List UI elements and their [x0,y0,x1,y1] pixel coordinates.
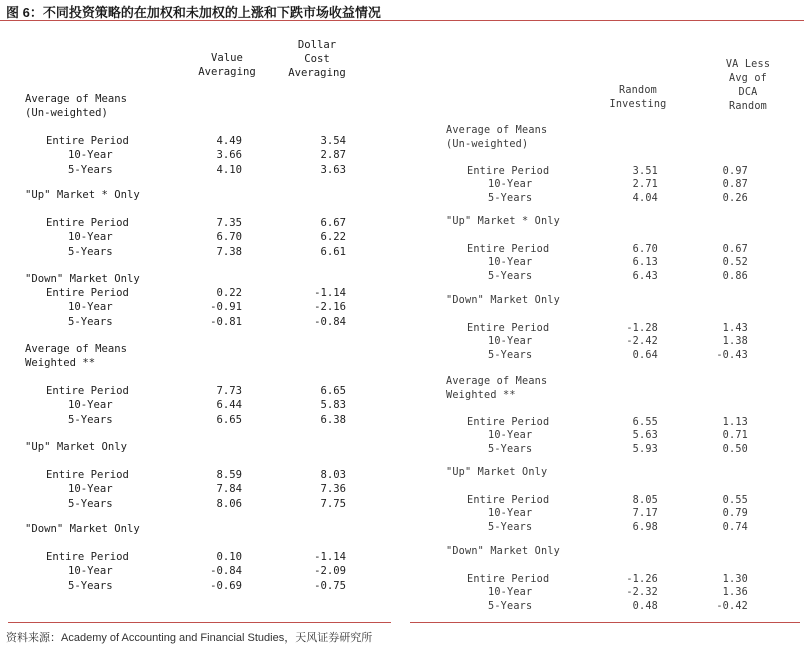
section-label: Average of Means Weighted ** [25,343,128,369]
column-header-1: Random Investing [609,85,667,110]
row-label: 10-Year [68,565,113,578]
value-cell-2: 6.61 [320,245,346,258]
value-cell-1: -2.42 [626,336,658,348]
value-cell-2: -0.43 [716,349,748,361]
value-cell-2: 0.87 [722,179,748,191]
row-label: 5-Years [488,270,533,282]
row-label: Entire Period [467,574,550,585]
row-label: Entire Period [46,217,129,229]
row-label: 10-Year [68,483,113,496]
value-cell-2: 7.36 [320,483,346,496]
row-label: 5-Years [488,349,533,361]
value-cell-2: 6.67 [320,217,346,229]
column-header-2: Dollar Cost Averaging [288,39,346,79]
row-label: 10-Year [68,149,113,162]
value-cell-1: 6.70 [632,244,658,255]
left-table-panel [0,22,395,620]
source-divider-left [8,622,391,623]
value-cell-1: -1.28 [626,323,658,334]
row-label: Entire Period [46,287,129,299]
value-cell-2: 0.86 [722,270,748,282]
row-label: Entire Period [46,135,129,147]
row-label: Entire Period [467,244,550,255]
row-label: 5-Years [68,579,113,592]
row-label: 10-Year [68,399,113,412]
row-label: Entire Period [467,323,550,334]
value-cell-2: 0.55 [722,495,748,506]
column-header-2: VA Less Avg of DCA Random [725,59,771,112]
column-header-1: Value Averaging [198,52,256,78]
value-cell-1: 5.93 [632,443,658,455]
section-label: "Up" Market * Only [446,216,561,227]
row-label: 10-Year [488,430,533,442]
value-cell-1: 0.10 [216,551,242,563]
section-label: "Up" Market * Only [25,189,140,201]
value-cell-1: -0.81 [210,315,242,328]
value-cell-1: 7.73 [216,385,242,397]
value-cell-2: -1.14 [314,287,346,299]
value-cell-2: -2.09 [314,565,346,578]
value-cell-2: 0.79 [722,508,748,520]
value-cell-1: -0.91 [210,301,242,314]
section-label: "Up" Market Only [446,467,548,478]
section-label: "Up" Market Only [25,441,128,453]
section-label: "Down" Market Only [446,546,561,557]
value-cell-1: -2.32 [626,587,658,599]
row-label: 5-Years [488,600,533,612]
value-cell-2: 6.65 [320,385,346,397]
source-divider-right [410,622,800,623]
value-cell-2: -0.75 [314,579,346,592]
value-cell-1: 7.35 [216,217,242,229]
value-cell-2: 6.38 [320,413,346,426]
value-cell-1: 8.05 [632,495,658,506]
value-cell-2: -0.84 [314,315,346,328]
value-cell-1: 0.64 [632,349,658,361]
row-label: 10-Year [68,231,113,244]
value-cell-2: 0.67 [722,244,748,255]
figure-title: 图 6：不同投资策略的在加权和未加权的上涨和下跌市场收益情况 [6,5,381,20]
value-cell-1: 6.98 [632,521,658,533]
value-cell-1: -0.84 [210,565,242,578]
value-cell-1: 0.22 [216,287,242,299]
value-cell-2: 0.52 [722,257,748,269]
value-cell-1: 6.43 [632,270,658,282]
right-table-panel [410,22,804,620]
row-label: 5-Years [68,315,113,328]
value-cell-1: 0.48 [632,600,658,612]
row-label: 5-Years [488,521,533,533]
row-label: 5-Years [488,192,533,204]
row-label: 10-Year [488,508,533,520]
section-label: "Down" Market Only [446,295,561,306]
value-cell-1: 6.13 [632,257,658,269]
value-cell-1: 4.49 [216,135,242,147]
row-label: 5-Years [68,163,113,176]
value-cell-1: 7.84 [216,483,242,496]
value-cell-1: 8.06 [216,497,242,510]
row-label: Entire Period [46,551,129,563]
value-cell-2: 2.87 [320,149,346,162]
row-label: 10-Year [488,179,533,191]
value-cell-2: 1.13 [722,417,748,428]
value-cell-2: 0.26 [722,192,748,204]
value-cell-1: 7.17 [632,508,658,520]
value-cell-1: 3.51 [632,166,658,177]
row-label: 5-Years [68,413,113,426]
value-cell-2: 7.75 [320,497,346,510]
value-cell-1: 8.59 [216,469,242,481]
value-cell-2: 6.22 [320,231,346,244]
value-cell-2: 0.97 [722,166,748,177]
section-label: Average of Means Weighted ** [446,376,548,401]
row-label: Entire Period [467,495,550,506]
value-cell-2: 3.63 [320,163,346,176]
value-cell-2: 0.71 [722,430,748,442]
row-label: 10-Year [488,257,533,269]
value-cell-1: 6.55 [632,417,658,428]
section-label: "Down" Market Only [25,273,140,285]
value-cell-2: -0.42 [716,600,748,612]
value-cell-1: 4.10 [216,163,242,176]
row-label: Entire Period [467,166,550,177]
section-label: Average of Means (Un-weighted) [446,125,548,150]
value-cell-1: 3.66 [216,149,242,162]
section-label: "Down" Market Only [25,523,140,535]
value-cell-2: 1.38 [722,336,748,348]
row-label: 5-Years [488,443,533,455]
value-cell-2: -2.16 [314,301,346,314]
value-cell-2: 5.83 [320,399,346,412]
row-label: 10-Year [488,587,533,599]
value-cell-2: 0.50 [722,443,748,455]
value-cell-2: 1.36 [722,587,748,599]
value-cell-1: -0.69 [210,579,242,592]
row-label: Entire Period [46,385,129,397]
row-label: Entire Period [467,417,550,428]
section-label: Average of Means (Un-weighted) [25,93,128,119]
row-label: 10-Year [68,301,113,314]
value-cell-1: 4.04 [632,192,658,204]
value-cell-1: 6.70 [216,231,242,244]
value-cell-1: 7.38 [216,245,242,258]
value-cell-1: 2.71 [632,179,658,191]
value-cell-1: 6.44 [216,399,242,412]
row-label: 10-Year [488,336,533,348]
value-cell-1: -1.26 [626,574,658,585]
value-cell-2: 0.74 [722,521,748,533]
value-cell-2: 8.03 [320,469,346,481]
title-divider [0,20,804,21]
row-label: 5-Years [68,497,113,510]
value-cell-2: 1.30 [722,574,748,585]
value-cell-1: 6.65 [216,413,242,426]
value-cell-2: 1.43 [722,323,748,334]
row-label: Entire Period [46,469,129,481]
row-label: 5-Years [68,245,113,258]
value-cell-1: 5.63 [632,430,658,442]
source-note: 资料来源：Academy of Accounting and Financial Studies，天风证券研究所 [6,632,373,644]
value-cell-2: 3.54 [320,135,346,147]
value-cell-2: -1.14 [314,551,346,563]
